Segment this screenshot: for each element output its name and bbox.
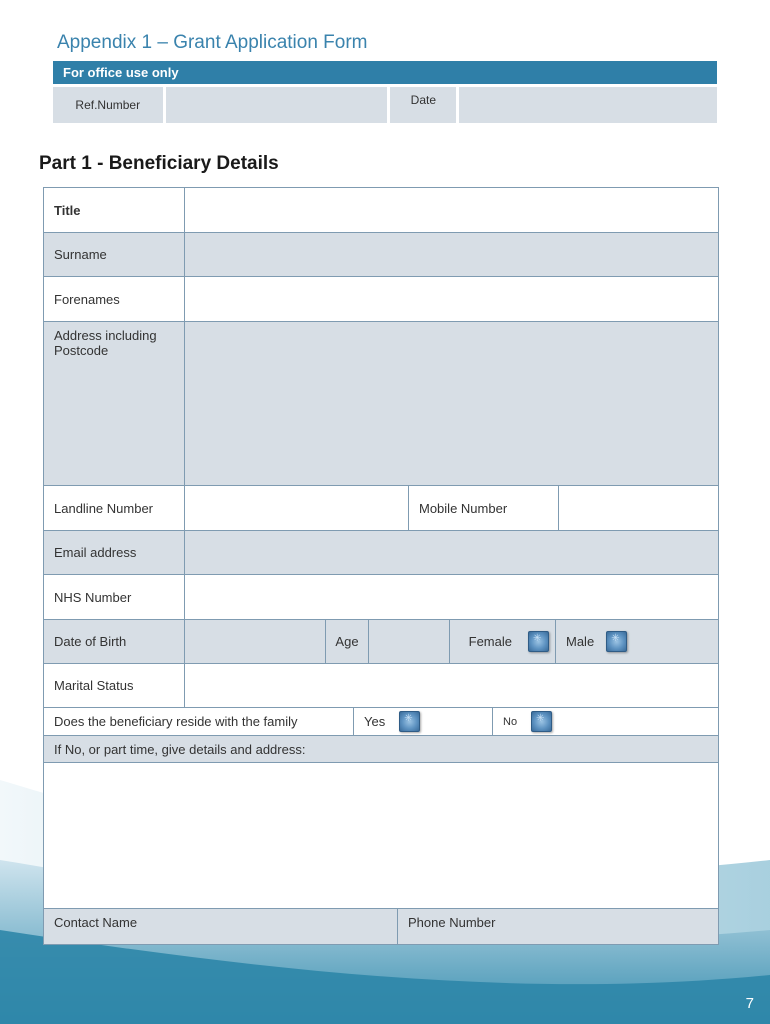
age-label: Age	[335, 634, 359, 649]
dob-age-gender-cell	[185, 620, 719, 664]
yes-cell	[354, 708, 493, 735]
address-label: Address including Postcode	[44, 322, 185, 486]
email-label: Email address	[44, 531, 185, 575]
nhs-row	[44, 575, 719, 620]
appendix-title: Appendix 1 – Grant Application Form	[57, 32, 368, 53]
no-cell	[493, 708, 718, 735]
marital-input[interactable]	[185, 664, 719, 708]
office-use-header: For office use only	[53, 61, 717, 84]
if-no-row	[44, 736, 719, 763]
phone-numbers-row	[44, 486, 719, 531]
landline-label: Landline Number	[44, 486, 185, 531]
landline-input[interactable]	[185, 486, 409, 531]
dob-row	[44, 620, 719, 664]
surname-input[interactable]	[185, 233, 719, 277]
office-use-row	[53, 84, 717, 123]
marital-row	[44, 664, 719, 708]
yes-checkbox-icon[interactable]	[399, 711, 420, 732]
no-checkbox-icon[interactable]	[531, 711, 552, 732]
contact-row	[44, 909, 719, 945]
surname-label: Surname	[44, 233, 185, 277]
phone-number-label: Phone Number	[408, 915, 496, 930]
mobile-label: Mobile Number	[409, 486, 559, 531]
male-checkbox-icon[interactable]	[606, 631, 627, 652]
contact-name-label: Contact Name	[54, 915, 138, 930]
details-input[interactable]	[44, 763, 719, 909]
ref-number-input[interactable]	[166, 87, 388, 123]
forenames-input[interactable]	[185, 277, 719, 322]
nhs-input[interactable]	[185, 575, 719, 620]
female-cell	[450, 620, 556, 663]
forenames-label: Forenames	[44, 277, 185, 322]
email-row	[44, 531, 719, 575]
contact-cell	[44, 909, 719, 945]
marital-label: Marital Status	[44, 664, 185, 708]
email-input[interactable]	[185, 531, 719, 575]
date-label: Date	[410, 93, 437, 107]
title-input[interactable]	[185, 188, 719, 233]
dob-input[interactable]	[185, 620, 326, 663]
yes-label: Yes	[364, 714, 386, 729]
mobile-input[interactable]	[559, 486, 719, 531]
dob-label: Date of Birth	[44, 620, 185, 664]
contact-name-field[interactable]	[44, 909, 398, 944]
reside-label: Does the beneficiary reside with the family	[54, 714, 298, 729]
if-no-label: If No, or part time, give details and address:	[44, 736, 719, 763]
reside-row	[44, 708, 719, 736]
phone-number-field[interactable]	[398, 909, 718, 944]
details-row	[44, 763, 719, 909]
age-label-cell	[326, 620, 369, 663]
reside-cell	[44, 708, 719, 736]
title-label: Title	[44, 188, 185, 233]
beneficiary-table	[43, 187, 719, 945]
male-label: Male	[566, 634, 595, 649]
office-use-box	[53, 61, 717, 123]
surname-row	[44, 233, 719, 277]
age-input[interactable]	[369, 620, 450, 663]
ref-number-label-cell	[53, 87, 163, 123]
date-input[interactable]	[459, 87, 717, 123]
date-label-cell	[390, 87, 456, 123]
male-cell	[556, 620, 718, 663]
address-row	[44, 322, 719, 486]
female-label: Female	[468, 634, 512, 649]
nhs-label: NHS Number	[44, 575, 185, 620]
no-label: No	[503, 715, 518, 728]
page-number: 7	[745, 995, 754, 1012]
forenames-row	[44, 277, 719, 322]
reside-label-cell	[44, 708, 354, 735]
title-row	[44, 188, 719, 233]
part1-title: Part 1 - Beneficiary Details	[39, 153, 279, 174]
female-checkbox-icon[interactable]	[528, 631, 549, 652]
ref-number-label: Ref.Number	[75, 98, 141, 112]
address-input[interactable]	[185, 322, 719, 486]
